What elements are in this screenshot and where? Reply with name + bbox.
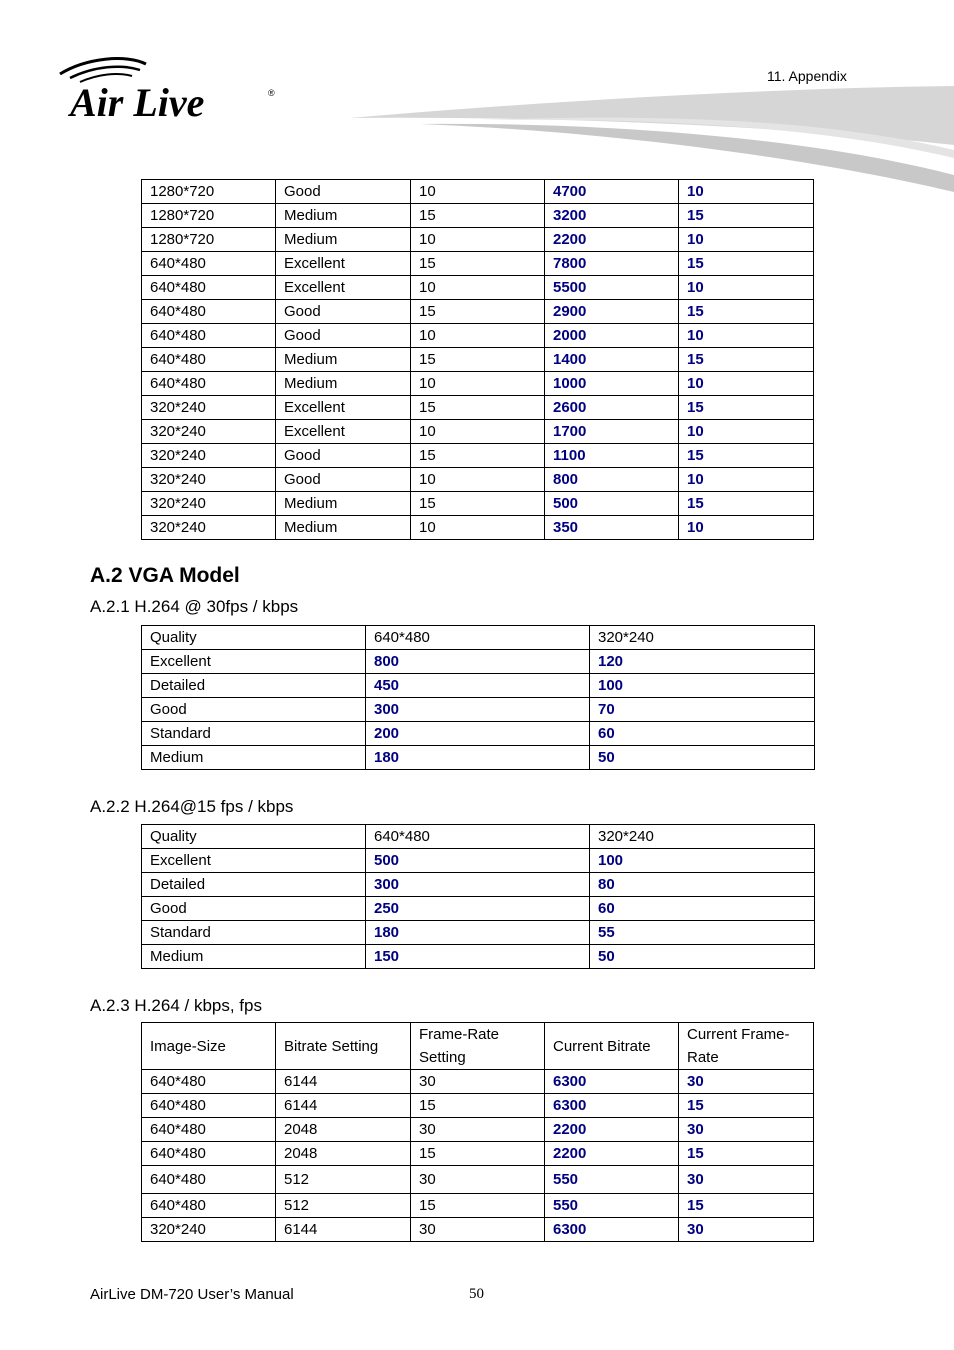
table-row	[142, 722, 815, 746]
table-cell: 640*480	[142, 324, 276, 348]
table-cell: Medium	[276, 492, 411, 516]
table-cell: 1280*720	[142, 228, 276, 252]
table-row	[142, 348, 814, 372]
table-cell: 15	[679, 1142, 814, 1166]
table-header-row	[142, 825, 815, 849]
table-cell: Medium	[276, 348, 411, 372]
table-cell: 640*480	[142, 372, 276, 396]
table-cell: 800	[366, 650, 590, 674]
table-cell: 50	[590, 945, 815, 969]
table-cell: 15	[679, 252, 814, 276]
table-cell: Medium	[276, 204, 411, 228]
table-cell: 6144	[276, 1218, 411, 1242]
table-cell: 15	[411, 252, 545, 276]
table-cell: 30	[679, 1166, 814, 1194]
appendix-label: 11. Appendix	[767, 68, 847, 84]
table-cell: Excellent	[142, 650, 366, 674]
table-cell: 30	[679, 1118, 814, 1142]
table-cell: 15	[411, 348, 545, 372]
section-a21-title: A.2.1 H.264 @ 30fps / kbps	[90, 597, 299, 616]
table-cell: 15	[679, 1094, 814, 1118]
table-cell: Excellent	[276, 396, 411, 420]
table-cell: 15	[411, 204, 545, 228]
table-cell: 10	[679, 276, 814, 300]
table-row	[142, 1218, 814, 1242]
table-cell: Excellent	[276, 276, 411, 300]
h264-15fps-table	[141, 824, 815, 969]
table-cell: 320*240	[142, 492, 276, 516]
table-cell: Detailed	[142, 873, 366, 897]
table-row	[142, 1070, 814, 1094]
table-row	[142, 228, 814, 252]
table-cell: Excellent	[142, 849, 366, 873]
table-cell: Standard	[142, 921, 366, 945]
table-cell: 500	[545, 492, 679, 516]
table-cell: 180	[366, 921, 590, 945]
table-header-cell: Frame-Rate Setting	[411, 1023, 545, 1070]
table-cell: 2200	[545, 1118, 679, 1142]
table-row	[142, 849, 815, 873]
h264-kbps-fps-table	[141, 1022, 814, 1242]
table-cell: 640*480	[142, 1166, 276, 1194]
table-cell: 10	[411, 228, 545, 252]
table-cell: Medium	[276, 516, 411, 540]
section-a2-title: A.2 VGA Model	[90, 564, 240, 587]
table-cell: Standard	[142, 722, 366, 746]
table-cell: Detailed	[142, 674, 366, 698]
table-cell: 15	[411, 492, 545, 516]
table-cell: 70	[590, 698, 815, 722]
table-cell: 1700	[545, 420, 679, 444]
section-a23-title: A.2.3 H.264 / kbps, fps	[90, 996, 262, 1015]
table-header-cell: 320*240	[590, 825, 815, 849]
table-cell: 15	[679, 300, 814, 324]
table-cell: Good	[276, 324, 411, 348]
table-cell: 450	[366, 674, 590, 698]
table-cell: 15	[679, 492, 814, 516]
table-cell: 2200	[545, 1142, 679, 1166]
table-cell: 320*240	[142, 516, 276, 540]
table-cell: 15	[679, 204, 814, 228]
table-cell: 10	[679, 468, 814, 492]
table-row	[142, 444, 814, 468]
table-cell: 320*240	[142, 396, 276, 420]
table-cell: 5500	[545, 276, 679, 300]
table-cell: 30	[411, 1070, 545, 1094]
table-cell: 640*480	[142, 276, 276, 300]
table-row	[142, 650, 815, 674]
table-cell: Medium	[276, 228, 411, 252]
table-cell: 10	[411, 372, 545, 396]
table-cell: 1400	[545, 348, 679, 372]
table-row	[142, 1094, 814, 1118]
table-cell: 250	[366, 897, 590, 921]
table-header-row	[142, 626, 815, 650]
table-row	[142, 746, 815, 770]
table-cell: 100	[590, 674, 815, 698]
table-cell: 15	[411, 444, 545, 468]
table-cell: 640*480	[142, 300, 276, 324]
table-header-cell: 320*240	[590, 626, 815, 650]
table-cell: 10	[411, 180, 545, 204]
table-cell: 10	[411, 324, 545, 348]
table-row	[142, 516, 814, 540]
table-row	[142, 1194, 814, 1218]
table-cell: Good	[142, 698, 366, 722]
table-cell: 2600	[545, 396, 679, 420]
table-cell: 30	[679, 1218, 814, 1242]
table-cell: 6144	[276, 1070, 411, 1094]
table-cell: 550	[545, 1194, 679, 1218]
table-row	[142, 252, 814, 276]
table-cell: 180	[366, 746, 590, 770]
table-cell: 10	[411, 516, 545, 540]
table-cell: 320*240	[142, 420, 276, 444]
table-cell: 1100	[545, 444, 679, 468]
table-cell: Good	[276, 444, 411, 468]
table-cell: Good	[276, 468, 411, 492]
table-cell: 10	[679, 420, 814, 444]
table-cell: 10	[411, 276, 545, 300]
table-row	[142, 420, 814, 444]
table-cell: 60	[590, 897, 815, 921]
table-row	[142, 468, 814, 492]
section-a22-title: A.2.2 H.264@15 fps / kbps	[90, 797, 294, 816]
table-cell: 15	[411, 1094, 545, 1118]
table-header-cell: Current Frame-Rate	[679, 1023, 814, 1070]
table-row	[142, 372, 814, 396]
table-cell: Medium	[142, 945, 366, 969]
table-cell: 2048	[276, 1118, 411, 1142]
table-cell: 7800	[545, 252, 679, 276]
table-cell: 15	[679, 1194, 814, 1218]
table-cell: 55	[590, 921, 815, 945]
table-cell: Medium	[276, 372, 411, 396]
table-cell: 640*480	[142, 1142, 276, 1166]
table-cell: 80	[590, 873, 815, 897]
table-cell: 640*480	[142, 1118, 276, 1142]
table-row	[142, 1142, 814, 1166]
table-cell: 30	[411, 1166, 545, 1194]
table-cell: 500	[366, 849, 590, 873]
table-header-cell: 640*480	[366, 626, 590, 650]
table-cell: 512	[276, 1194, 411, 1218]
table-cell: Good	[276, 300, 411, 324]
table-cell: 30	[679, 1070, 814, 1094]
table-cell: 640*480	[142, 1094, 276, 1118]
table-cell: 6300	[545, 1070, 679, 1094]
table-cell: 10	[679, 516, 814, 540]
table-cell: 2048	[276, 1142, 411, 1166]
table-row	[142, 873, 815, 897]
table-cell: 10	[411, 420, 545, 444]
table-cell: 30	[411, 1118, 545, 1142]
table-row	[142, 276, 814, 300]
table-cell: 15	[679, 396, 814, 420]
table-row	[142, 180, 814, 204]
svg-text:Air Live: Air Live	[70, 80, 205, 125]
table-row	[142, 921, 815, 945]
table-cell: 2000	[545, 324, 679, 348]
table-cell: 300	[366, 873, 590, 897]
table-cell: 15	[679, 444, 814, 468]
footer-manual-title: AirLive DM-720 User’s Manual	[90, 1286, 294, 1303]
table-cell: 300	[366, 698, 590, 722]
table-row	[142, 492, 814, 516]
table-header-cell: Quality	[142, 825, 366, 849]
table-cell: 15	[411, 1142, 545, 1166]
table-header-cell: Image-Size	[142, 1023, 276, 1070]
table-cell: 10	[679, 180, 814, 204]
table-header-cell: 640*480	[366, 825, 590, 849]
table-cell: 200	[366, 722, 590, 746]
table-cell: 1280*720	[142, 204, 276, 228]
table-cell: 60	[590, 722, 815, 746]
table-cell: 50	[590, 746, 815, 770]
table-cell: 3200	[545, 204, 679, 228]
table-cell: Medium	[142, 746, 366, 770]
table-cell: 15	[411, 300, 545, 324]
table-cell: 6300	[545, 1218, 679, 1242]
table-cell: 320*240	[142, 468, 276, 492]
table-cell: 120	[590, 650, 815, 674]
table-cell: 512	[276, 1166, 411, 1194]
table-cell: 15	[679, 348, 814, 372]
table-cell: 2900	[545, 300, 679, 324]
table-header-cell: Bitrate Setting	[276, 1023, 411, 1070]
table-row	[142, 324, 814, 348]
table-cell: 1280*720	[142, 180, 276, 204]
table-row	[142, 1118, 814, 1142]
table-cell: 320*240	[142, 1218, 276, 1242]
table-cell: 350	[545, 516, 679, 540]
table-cell: 6144	[276, 1094, 411, 1118]
table-row	[142, 945, 815, 969]
table-header-row	[142, 1023, 814, 1070]
table-cell: 550	[545, 1166, 679, 1194]
table-cell: Good	[142, 897, 366, 921]
table-cell: Excellent	[276, 252, 411, 276]
table-row	[142, 396, 814, 420]
table-cell: 800	[545, 468, 679, 492]
table-cell: 640*480	[142, 348, 276, 372]
h264-30fps-table	[141, 625, 815, 770]
bitrate-table-continued	[141, 179, 814, 540]
table-cell: 640*480	[142, 1194, 276, 1218]
table-row	[142, 204, 814, 228]
table-cell: 30	[411, 1218, 545, 1242]
table-row	[142, 300, 814, 324]
table-header-cell: Current Bitrate	[545, 1023, 679, 1070]
table-cell: 150	[366, 945, 590, 969]
table-cell: 6300	[545, 1094, 679, 1118]
table-cell: 10	[411, 468, 545, 492]
table-cell: 640*480	[142, 252, 276, 276]
table-cell: 640*480	[142, 1070, 276, 1094]
table-cell: 10	[679, 324, 814, 348]
footer-page-number: 50	[469, 1286, 484, 1302]
table-header-cell: Quality	[142, 626, 366, 650]
table-cell: 4700	[545, 180, 679, 204]
table-cell: 320*240	[142, 444, 276, 468]
table-row	[142, 698, 815, 722]
table-row	[142, 1166, 814, 1194]
table-cell: Good	[276, 180, 411, 204]
table-cell: 10	[679, 228, 814, 252]
table-cell: 1000	[545, 372, 679, 396]
table-cell: 2200	[545, 228, 679, 252]
table-cell: 10	[679, 372, 814, 396]
table-cell: Excellent	[276, 420, 411, 444]
table-cell: 15	[411, 396, 545, 420]
table-row	[142, 674, 815, 698]
airlive-logo	[56, 56, 286, 126]
svg-text:®: ®	[268, 88, 275, 98]
table-cell: 100	[590, 849, 815, 873]
table-row	[142, 897, 815, 921]
table-cell: 15	[411, 1194, 545, 1218]
